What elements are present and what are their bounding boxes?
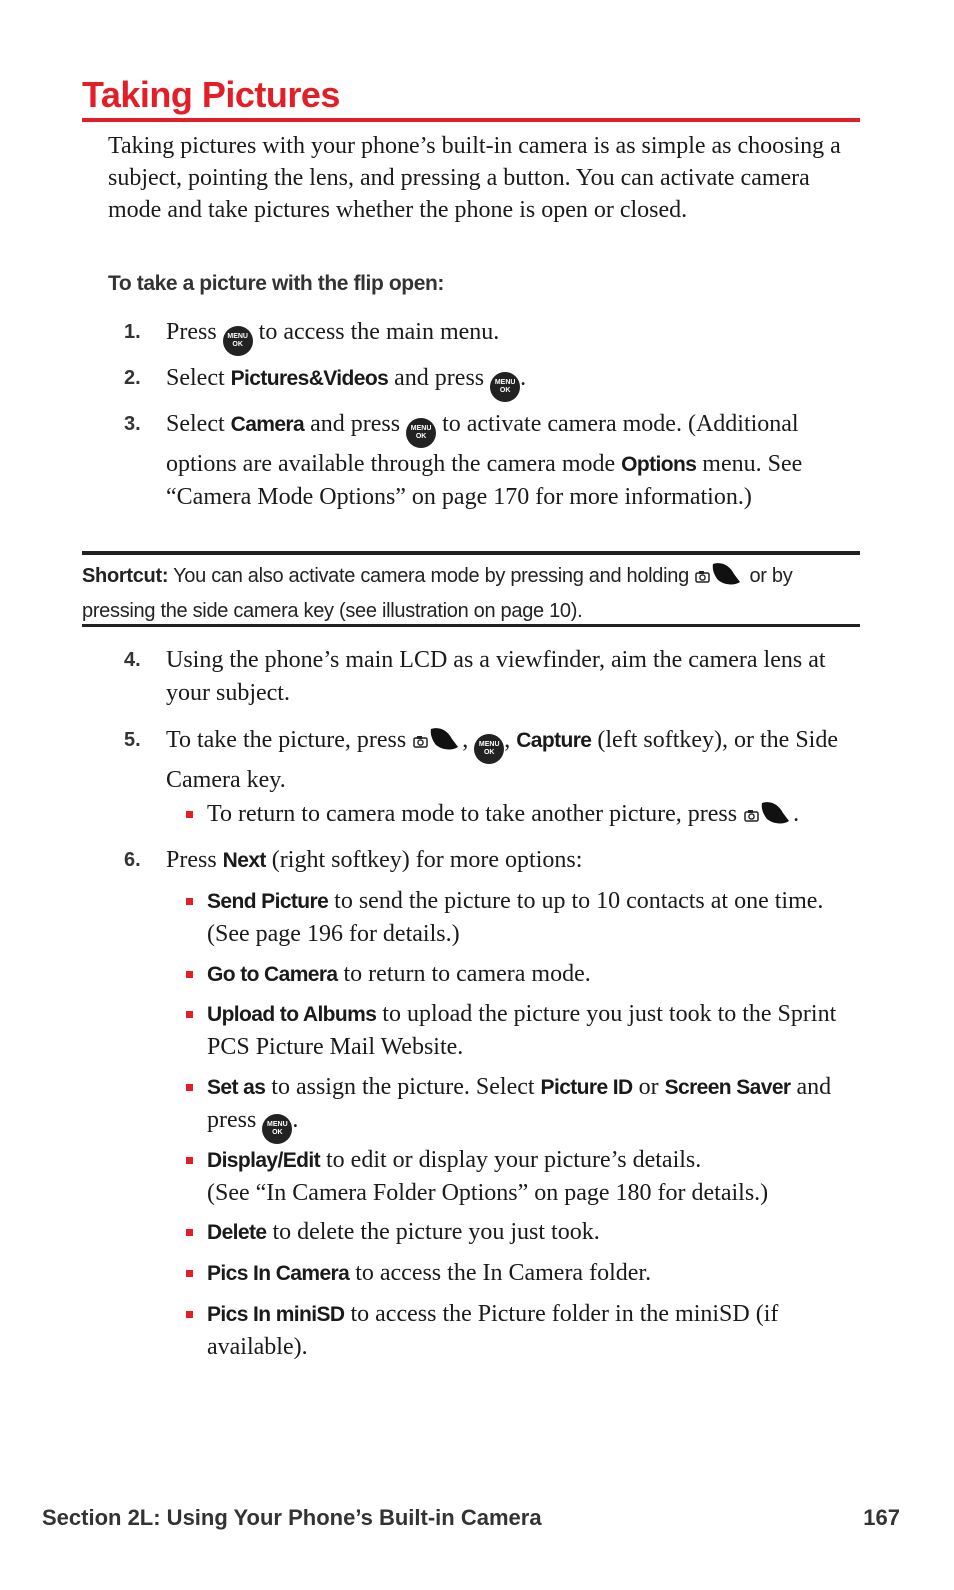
menu-name-camera: Camera	[230, 413, 305, 436]
menu-ok-key-icon: MENU OK	[490, 372, 520, 402]
bullet-text: to edit or display your picture’s details.	[326, 1147, 702, 1173]
menu-ok-key-icon: MENU OK	[406, 418, 436, 448]
list-item	[186, 798, 860, 836]
step-text: Press	[166, 847, 217, 873]
step-text: menu. See “Camera Mode Options” on page 170 for more information.)	[166, 451, 803, 510]
option-display-edit: Display/Edit	[207, 1149, 320, 1172]
list-item	[186, 1257, 860, 1290]
list-item	[186, 1144, 860, 1209]
menu-ok-key-icon: MENU OK	[474, 734, 504, 764]
list-item	[186, 998, 860, 1063]
bullet-square	[186, 1157, 193, 1164]
bullet-square	[186, 1270, 193, 1277]
step-text: Select	[166, 365, 225, 391]
menu-ok-key-icon: MENU OK	[223, 326, 253, 356]
footer-section-title: Section 2L: Using Your Phone’s Built-in Camera	[42, 1505, 542, 1530]
shortcut-text: You can also activate camera mode by pressing and holding	[173, 565, 689, 587]
step-number: 4.	[124, 649, 141, 671]
page-number: 167	[863, 1505, 900, 1530]
option-screen-saver: Screen Saver	[664, 1076, 791, 1099]
bullet-square	[186, 898, 193, 905]
list-item	[186, 1216, 860, 1249]
list-item	[186, 1298, 860, 1363]
camera-key-icon	[743, 799, 793, 836]
step-1	[124, 316, 860, 356]
bullet-square	[186, 1011, 193, 1018]
bullet-square	[186, 1311, 193, 1318]
step-text: and press	[394, 365, 485, 391]
intro-paragraph: Taking pictures with your phone’s built-in camera is as simple as choosing a subject, pointing the lens, and pressing a button. You can activate camera mode and take pictures whether the phone is open or closed.	[108, 133, 841, 223]
option-pics-in-minisd: Pics In miniSD	[207, 1303, 345, 1326]
title-rule	[82, 118, 860, 122]
bullet-text: to return to camera mode.	[343, 961, 591, 987]
bullet-text: to access the Picture folder in the miniSD (if available).	[207, 1301, 779, 1360]
step-text: To take the picture, press	[166, 727, 407, 753]
bullet-square	[186, 1229, 193, 1236]
step-text: .	[520, 365, 527, 391]
procedure-subhead: To take a picture with the flip open:	[108, 272, 444, 295]
shortcut-text: or by pressing the side camera key (see illustration on page 10).	[82, 565, 793, 622]
bullet-text: to assign the picture. Select	[271, 1074, 535, 1100]
option-send-picture: Send Picture	[207, 890, 329, 913]
list-item	[186, 958, 860, 991]
list-item	[186, 1071, 860, 1144]
camera-key-icon	[694, 560, 744, 597]
bullet-text: .	[292, 1107, 299, 1133]
step-text: ,	[504, 727, 511, 753]
bullet-text: (See “In Camera Folder Options” on page 180 for details.)	[207, 1180, 769, 1206]
shortcut-label: Shortcut:	[82, 565, 169, 587]
shortcut-bottom-rule	[82, 624, 860, 627]
option-pics-in-camera: Pics In Camera	[207, 1262, 350, 1285]
list-item	[186, 885, 860, 950]
step-number: 5.	[124, 729, 141, 751]
step-text: (right softkey) for more options:	[271, 847, 583, 873]
shortcut-top-rule	[82, 551, 860, 555]
shortcut-note	[82, 560, 860, 626]
option-go-to-camera: Go to Camera	[207, 963, 338, 986]
step-number: 6.	[124, 849, 141, 871]
option-set-as: Set as	[207, 1076, 266, 1099]
step-number: 1.	[124, 321, 141, 343]
bullet-text: to access the In Camera folder.	[355, 1260, 652, 1286]
step-6	[124, 844, 860, 877]
bullet-text: or	[638, 1074, 659, 1100]
menu-name-options: Options	[621, 453, 697, 476]
step-5	[124, 724, 860, 797]
menu-name-pictures-videos: Pictures&Videos	[230, 367, 389, 390]
bullet-square	[186, 971, 193, 978]
softkey-next: Next	[222, 849, 266, 872]
option-upload-to-albums: Upload to Albums	[207, 1003, 377, 1026]
step-text: and press	[310, 411, 401, 437]
bullet-square	[186, 1084, 193, 1091]
step-number: 2.	[124, 367, 141, 389]
bullet-text: .	[793, 801, 800, 827]
bullet-text: and press	[207, 1074, 832, 1133]
step-text: (left softkey), or the Side Camera key.	[166, 727, 838, 793]
option-delete: Delete	[207, 1221, 267, 1244]
step-text: to activate camera mode. (Additional options are available through the camera mode	[166, 411, 799, 477]
bullet-text: To return to camera mode to take another picture, press	[207, 801, 738, 827]
step-3	[124, 408, 860, 514]
softkey-capture: Capture	[516, 729, 592, 752]
step-text: Using the phone’s main LCD as a viewfinder, aim the camera lens at your subject.	[166, 647, 826, 706]
step-4	[124, 644, 860, 710]
bullet-text: to send the picture to up to 10 contacts at one time. (See page 196 for details.)	[207, 888, 824, 947]
bullet-square	[186, 811, 193, 818]
camera-key-icon	[412, 725, 462, 763]
step-text: to access the main menu.	[258, 319, 500, 345]
step-2	[124, 362, 860, 402]
bullet-text: to delete the picture you just took.	[272, 1219, 600, 1245]
step-text: Select	[166, 411, 225, 437]
menu-ok-key-icon: MENU OK	[262, 1114, 292, 1144]
step-text: ,	[462, 727, 469, 753]
bullet-text: to upload the picture you just took to the Sprint PCS Picture Mail Website.	[207, 1001, 837, 1060]
step-text: Press	[166, 319, 217, 345]
option-picture-id: Picture ID	[540, 1076, 633, 1099]
step-number: 3.	[124, 413, 141, 435]
page-title: Taking Pictures	[82, 74, 340, 115]
